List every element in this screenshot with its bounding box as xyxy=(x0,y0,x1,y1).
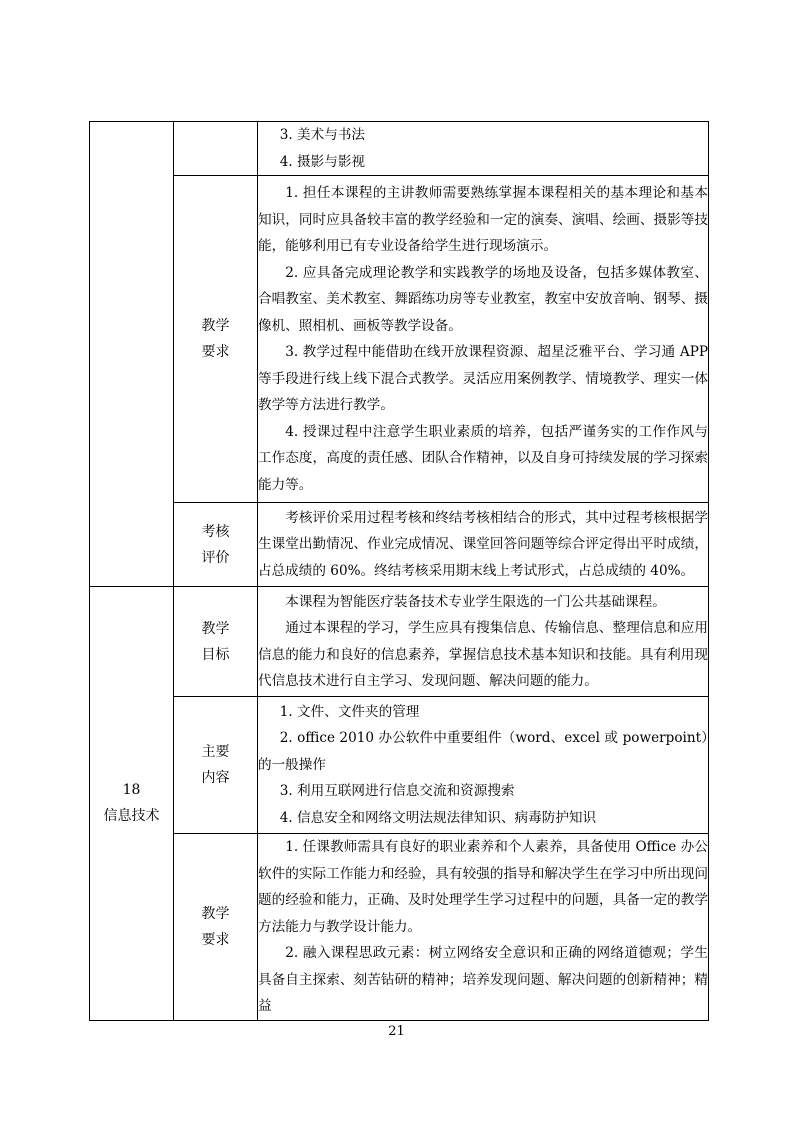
course17-teaching-req-label: 教学 要求 xyxy=(174,176,258,503)
course18-content-cell xyxy=(258,697,709,834)
course18-goals-row xyxy=(90,587,709,697)
paragraph: 2. 应具备完成理论教学和实践教学的场地及设备，包括多媒体教室、合唱教室、美术教室、舞蹈练功房等专业教室，教室中安放音响、钢琴、摄像机、照相机、画板等教学设备。 xyxy=(258,264,708,334)
paragraph: 考核评价采用过程考核和终结考核相结合的形式，其中过程考核根据学生课堂出勤情况、作业完成情况、课堂回答问题等综合评定得出平时成绩，占总成绩的 60%。终结考核采用期末线上考试形式，占总成绩的 40%。 xyxy=(258,509,708,579)
course18-content-row xyxy=(90,697,709,834)
course17-assessment-cell xyxy=(258,503,709,587)
content-line: 4. 摄影与影视 xyxy=(279,153,366,170)
course17-content-row xyxy=(90,122,709,176)
course17-teaching-req-row xyxy=(90,176,709,503)
course18-teaching-req-row xyxy=(90,834,709,1021)
paragraph: 2. 融入课程思政元素：树立网络安全意识和正确的网络道德观；学生具备自主探索、刻苦钻研的精神；培养发现问题、解决问题的创新精神；精益 xyxy=(258,945,708,1014)
course-table xyxy=(89,121,709,1021)
course18-goals-label: 教学 目标 xyxy=(174,587,258,697)
course-number: 18 xyxy=(122,782,141,799)
course17-content-cell xyxy=(258,122,709,176)
course17-assessment-row xyxy=(90,503,709,587)
content-line: 1. 文件、文件夹的管理 xyxy=(279,703,420,720)
course17-assessment-label: 考核 评价 xyxy=(174,503,258,587)
page-number: 21 xyxy=(388,1024,405,1039)
content-line: 2. office 2010 办公软件中重要组件（word、excel 或 powerpoint）的一般操作 xyxy=(258,730,708,773)
course-name: 信息技术 xyxy=(103,808,160,825)
course18-goals-cell xyxy=(258,587,709,697)
course18-content-label: 主要 内容 xyxy=(174,697,258,834)
paragraph: 通过本课程的学习，学生应具有搜集信息、传输信息、整理信息和应用信息的能力和良好的信息素养，掌握信息技术基本知识和技能。具有利用现代信息技术进行自主学习、发现问题、解决问题的能力。 xyxy=(258,620,708,689)
content-line: 4. 信息安全和网络文明法规法律知识、病毒防护知识 xyxy=(279,809,597,826)
course18-teaching-req-cell xyxy=(258,834,709,1021)
paragraph: 1. 担任本课程的主讲教师需要熟练掌握本课程相关的基本理论和基本知识，同时应具备较丰富的教学经验和一定的演奏、演唱、绘画、摄影等技能，能够利用已有专业设备给学生进行现场演示。 xyxy=(258,185,708,254)
course18-teaching-req-label: 教学 要求 xyxy=(174,834,258,1021)
content-line: 3. 利用互联网进行信息交流和资源搜索 xyxy=(279,783,515,800)
paragraph: 3. 教学过程中能借助在线开放课程资源、超星泛雅平台、学习通 APP 等手段进行线上线下混合式教学。灵活应用案例教学、情境教学、理实一体教学等方法进行教学。 xyxy=(258,344,708,413)
course17-teaching-req-cell xyxy=(258,176,709,503)
content-line: 3. 美术与书法 xyxy=(279,127,366,143)
paragraph: 4. 授课过程中注意学生职业素质的培养，包括严谨务实的工作作风与工作态度，高度的责任感、团队合作精神，以及自身可持续发展的学习探索能力等。 xyxy=(258,423,708,493)
course17-content-label-cell xyxy=(174,122,258,176)
paragraph: 本课程为智能医疗装备技术专业学生限选的一门公共基础课程。 xyxy=(285,593,666,610)
course17-name-cell xyxy=(90,122,174,587)
course18-name-cell xyxy=(90,587,174,1021)
paragraph: 1. 任课教师需具有良好的职业素养和个人素养，具备使用 Office 办公软件的实际工作能力和经验，具有较强的指导和解决学生在学习中所出现问题的经验和能力，正确、及时处理学生学习过程中的问题，具备一定的教学方法能力与教学设计能力。 xyxy=(258,839,708,935)
